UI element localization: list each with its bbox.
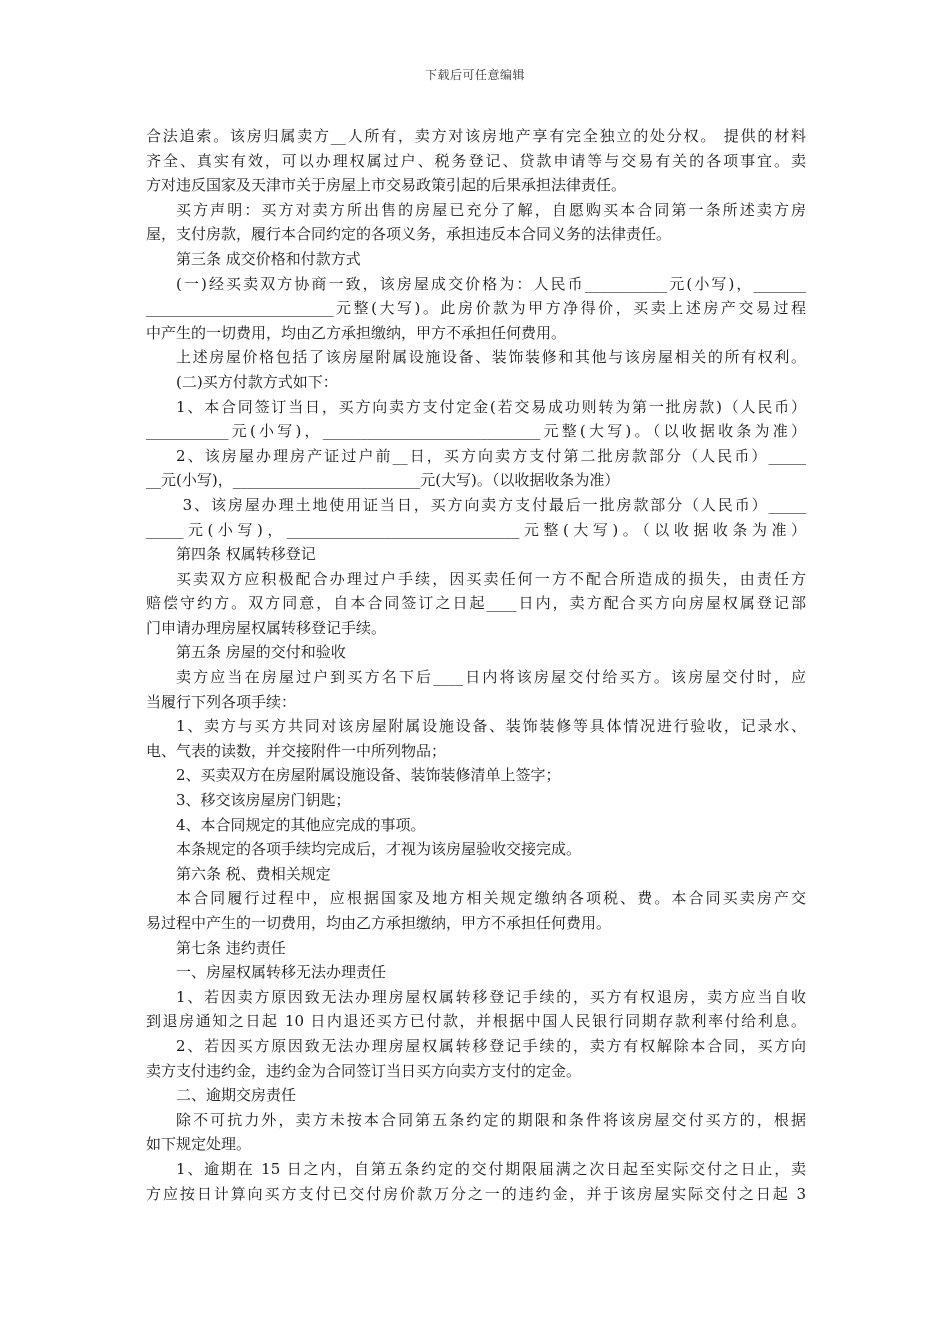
- text-line: 3、移交该房屋房门钥匙；: [176, 791, 351, 810]
- text-line: 除不可抗力外，卖方未按本合同第五条约定的期限和条件将该房屋交付买方的，根据: [176, 1110, 806, 1129]
- text-line: 1、卖方与买方共同对该房屋附属设施设备、装饰装修等具体情况进行验收，记录水、: [176, 717, 806, 736]
- text-line: 当履行下列各项手续：: [146, 692, 297, 711]
- text-line: 赔偿守约方。双方同意，自本合同签订之日起____日内，卖方配合买方向房屋权属登记部: [146, 594, 806, 613]
- text-line: 买方声明：买方对卖方所出售的房屋已充分了解，自愿购买本合同第一条所述卖方房: [176, 200, 806, 219]
- page-header: 下载后可任意编辑: [424, 68, 525, 82]
- text-line: 方对违反国家及天津市关于房屋上市交易政策引起的后果承担法律责任。: [146, 176, 627, 195]
- text-line: 买卖双方应积极配合办理过户手续，因买卖任何一方不配合所造成的损失，由责任方: [176, 569, 806, 588]
- text-line: 上述房屋价格包括了该房屋附属设施设备、装饰装修和其他与该房屋相关的所有权利。: [176, 348, 806, 367]
- text-line: 卖方支付违约金，违约金为合同签订当日买方向卖方支付的定金。: [146, 1061, 582, 1080]
- text-line: 第三条 成交价格和付款方式: [176, 249, 361, 268]
- text-line: 本合同履行过程中，应根据国家及地方相关规定缴纳各项税、费。本合同买卖房产交: [176, 889, 806, 908]
- text-line: 4、本合同规定的其他应完成的事项。: [176, 815, 426, 834]
- text-line: 1、逾期在 15 日之内，自第五条约定的交付期限届满之次日起至实际交付之日止，卖: [176, 1159, 806, 1178]
- text-line: 第六条 税、费相关规定: [176, 864, 331, 883]
- text-line: 如下规定处理。: [146, 1135, 252, 1154]
- text-line: 合法追索。该房归属卖方__人所有，卖方对该房地产享有完全独立的处分权。 提供的材料: [146, 127, 806, 145]
- text-line: (二)买方付款方式如下：: [176, 372, 338, 391]
- text-line: 2、该房屋办理房产证过户前__日，买方向卖方支付第二批房款部分（人民币）_____: [176, 446, 806, 465]
- text-line: 本条规定的各项手续均完成后，才视为该房屋验收交接完成。: [176, 840, 582, 859]
- text-line: 第五条 房屋的交付和验收: [176, 643, 346, 662]
- text-line: 中产生的一切费用，均由乙方承担缴纳，甲方不承担任何费用。: [146, 323, 567, 342]
- text-line: 3、该房屋办理土地使用证当日，买方向卖方支付最后一批房款部分（人民币）_____: [176, 495, 806, 514]
- text-line: 第四条 权属转移登记: [176, 545, 316, 564]
- text-line: (一)经买卖双方协商一致，该房屋成交价格为：人民币___________元(小写)，_______: [176, 274, 806, 293]
- text-line: 到退房通知之日起 10 日内退还买方已付款，并根据中国人民银行同期存款利率付给利息。: [146, 1012, 806, 1031]
- text-line: 方应按日计算向买方支付已交付房价款万分之一的违约金，并于该房屋实际交付之日起 3: [146, 1184, 806, 1203]
- text-line: 卖方应当在房屋过户到买方名下后____日内将该房屋交付给买方。该房屋交付时，应: [176, 668, 806, 687]
- text-line: __元(小写)，_________________________元(大写)。（以收据收条为准）: [146, 471, 620, 490]
- text-line: _____元(小写)，_______________________________元整(大写)。（以收据收条为准）: [146, 520, 806, 539]
- text-line: 电、气表的读数，并交接附件一中所列物品；: [146, 741, 447, 760]
- text-line: 2、若因买方原因致无法办理房屋权属转移登记手续的，卖方有权解除本合同，买方向: [176, 1036, 806, 1055]
- text-line: 屋，支付房款，履行本合同约定的各项义务，承担违反本合同义务的法律责任。: [146, 225, 672, 244]
- text-line: _________________________元整(大写)。此房价款为甲方净得价，买卖上述房产交易过程: [146, 299, 806, 318]
- document-body: [146, 124, 806, 1206]
- text-line: 一、房屋权属转移无法办理责任: [176, 963, 387, 982]
- text-line: 2、买卖双方在房屋附属设施设备、装饰装修清单上签字；: [176, 766, 561, 785]
- text-line: ___________元(小写)，_____________________________元整(大写)。（以收据收条为准）: [146, 422, 806, 441]
- text-line: 易过程中产生的一切费用，均由乙方承担缴纳，甲方不承担任何费用。: [146, 914, 612, 932]
- text-line: 门申请办理房屋权属转移登记手续。: [146, 618, 387, 637]
- text-line: 二、逾期交房责任: [176, 1086, 297, 1105]
- text-line: 齐全、真实有效，可以办理权属过户、税务登记、贷款申请等与交易有关的各项事宜。卖: [146, 151, 806, 170]
- text-line: 1、本合同签订当日，买方向卖方支付定金(若交易成功则转为第一批房款)（人民币）: [176, 397, 806, 416]
- text-line: 第七条 违约责任: [176, 938, 286, 957]
- text-line: 1、若因卖方原因致无法办理房屋权属转移登记手续的，买方有权退房，卖方应当自收: [176, 987, 806, 1006]
